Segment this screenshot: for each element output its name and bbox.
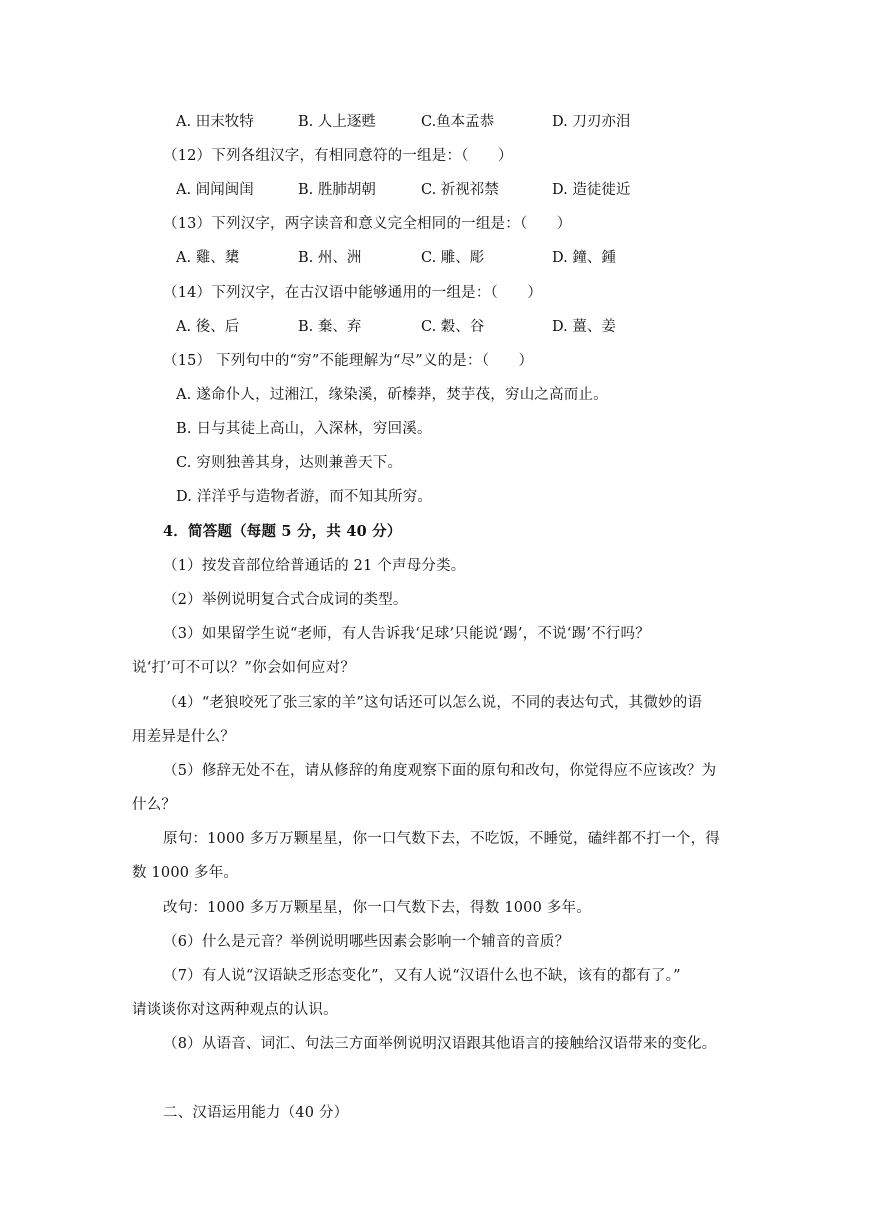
original-sentence-line2: 数 1000 多年。 xyxy=(132,865,239,881)
short-answer-q7-line1: （7）有人说“汉语缺乏形态变化”，又有人说“汉语什么也不缺，该有的都有了。” xyxy=(163,968,681,984)
q14-option-a: A. 後、后 xyxy=(176,319,240,335)
short-answer-q2: （2）举例说明复合式合成词的类型。 xyxy=(163,592,408,608)
q13-option-d: D. 鐘、鍾 xyxy=(552,250,616,266)
original-sentence-line1: 原句：1000 多万万颗星星，你一口气数下去，不吃饭，不睡觉，磕绊都不打一个，得 xyxy=(163,831,721,847)
q15-option-a: A. 遂命仆人，过湘江，缘染溪，斫榛莽，焚芋茷，穷山之高而止。 xyxy=(176,387,608,403)
q12-option-d: D. 造徒徙近 xyxy=(552,182,631,198)
q13-option-a: A. 雞、橥 xyxy=(176,250,240,266)
q12-option-b: B. 胜肺胡朝 xyxy=(298,182,376,198)
q13-stem: （13）下列汉字，两字读音和意义完全相同的一组是：（ ） xyxy=(163,216,572,232)
short-answer-q3-line2: 说‘打’可不可以？”你会如何应对？ xyxy=(132,660,356,676)
q15-stem: （15） 下列句中的“穷”不能理解为“尽”义的是：（ ） xyxy=(163,353,534,369)
q12-option-a: A. 闾闻闽闺 xyxy=(176,182,254,198)
q15-option-b: B. 日与其徒上高山，入深林，穷回溪。 xyxy=(176,421,432,437)
q12-option-c: C. 祈视祁禁 xyxy=(421,182,499,198)
q15-option-d: D. 洋洋乎与造物者游，而不知其所穷。 xyxy=(176,489,433,505)
short-answer-q1: （1）按发音部位给普通话的 21 个声母分类。 xyxy=(163,558,466,574)
short-answer-q5-line1: （5）修辞无处不在，请从修辞的角度观察下面的原句和改句，你觉得应不应该改？为 xyxy=(163,763,717,779)
short-answer-q6: （6）什么是元音？举例说明哪些因素会影响一个辅音的音质？ xyxy=(163,934,570,950)
q14-option-d: D. 薑、姜 xyxy=(552,319,616,335)
short-answer-q3-line1: （3）如果留学生说“老师，有人告诉我‘足球’只能说‘踢’，不说‘踢’不行吗？ xyxy=(163,626,650,642)
short-answer-q4-line2: 用差异是什么？ xyxy=(132,729,235,745)
q11-option-c: C.鱼本孟恭 xyxy=(421,114,495,130)
short-answer-q7-line2: 请谈谈你对这两种观点的认识。 xyxy=(132,1002,338,1018)
q11-option-b: B. 人上逐甦 xyxy=(298,114,376,130)
section4-heading: 4．简答题（每题 5 分，共 40 分） xyxy=(163,523,402,540)
section2-heading: 二、汉语运用能力（40 分） xyxy=(163,1105,349,1121)
q14-stem: （14）下列汉字，在古汉语中能够通用的一组是：（ ） xyxy=(163,285,543,301)
q14-option-b: B. 棄、弃 xyxy=(298,319,362,335)
q11-option-d: D. 刀刃亦泪 xyxy=(552,114,631,130)
short-answer-q8: （8）从语音、词汇、句法三方面举例说明汉语跟其他语言的接触给汉语带来的变化。 xyxy=(163,1036,717,1052)
short-answer-q4-line1: （4）“老狼咬死了张三家的羊”这句话还可以怎么说，不同的表达句式，其微妙的语 xyxy=(163,695,703,711)
revised-sentence: 改句：1000 多万万颗星星，你一口气数下去，得数 1000 多年。 xyxy=(163,900,591,916)
q14-option-c: C. 穀、谷 xyxy=(421,319,485,335)
q11-option-a: A. 田末牧特 xyxy=(176,114,254,130)
q12-stem: （12）下列各组汉字，有相同意符的一组是：（ ） xyxy=(163,148,513,164)
q13-option-c: C. 雕、彫 xyxy=(421,250,485,266)
q13-option-b: B. 州、洲 xyxy=(298,250,362,266)
q15-option-c: C. 穷则独善其身，达则兼善天下。 xyxy=(176,455,403,471)
short-answer-q5-line2: 什么？ xyxy=(132,797,177,813)
